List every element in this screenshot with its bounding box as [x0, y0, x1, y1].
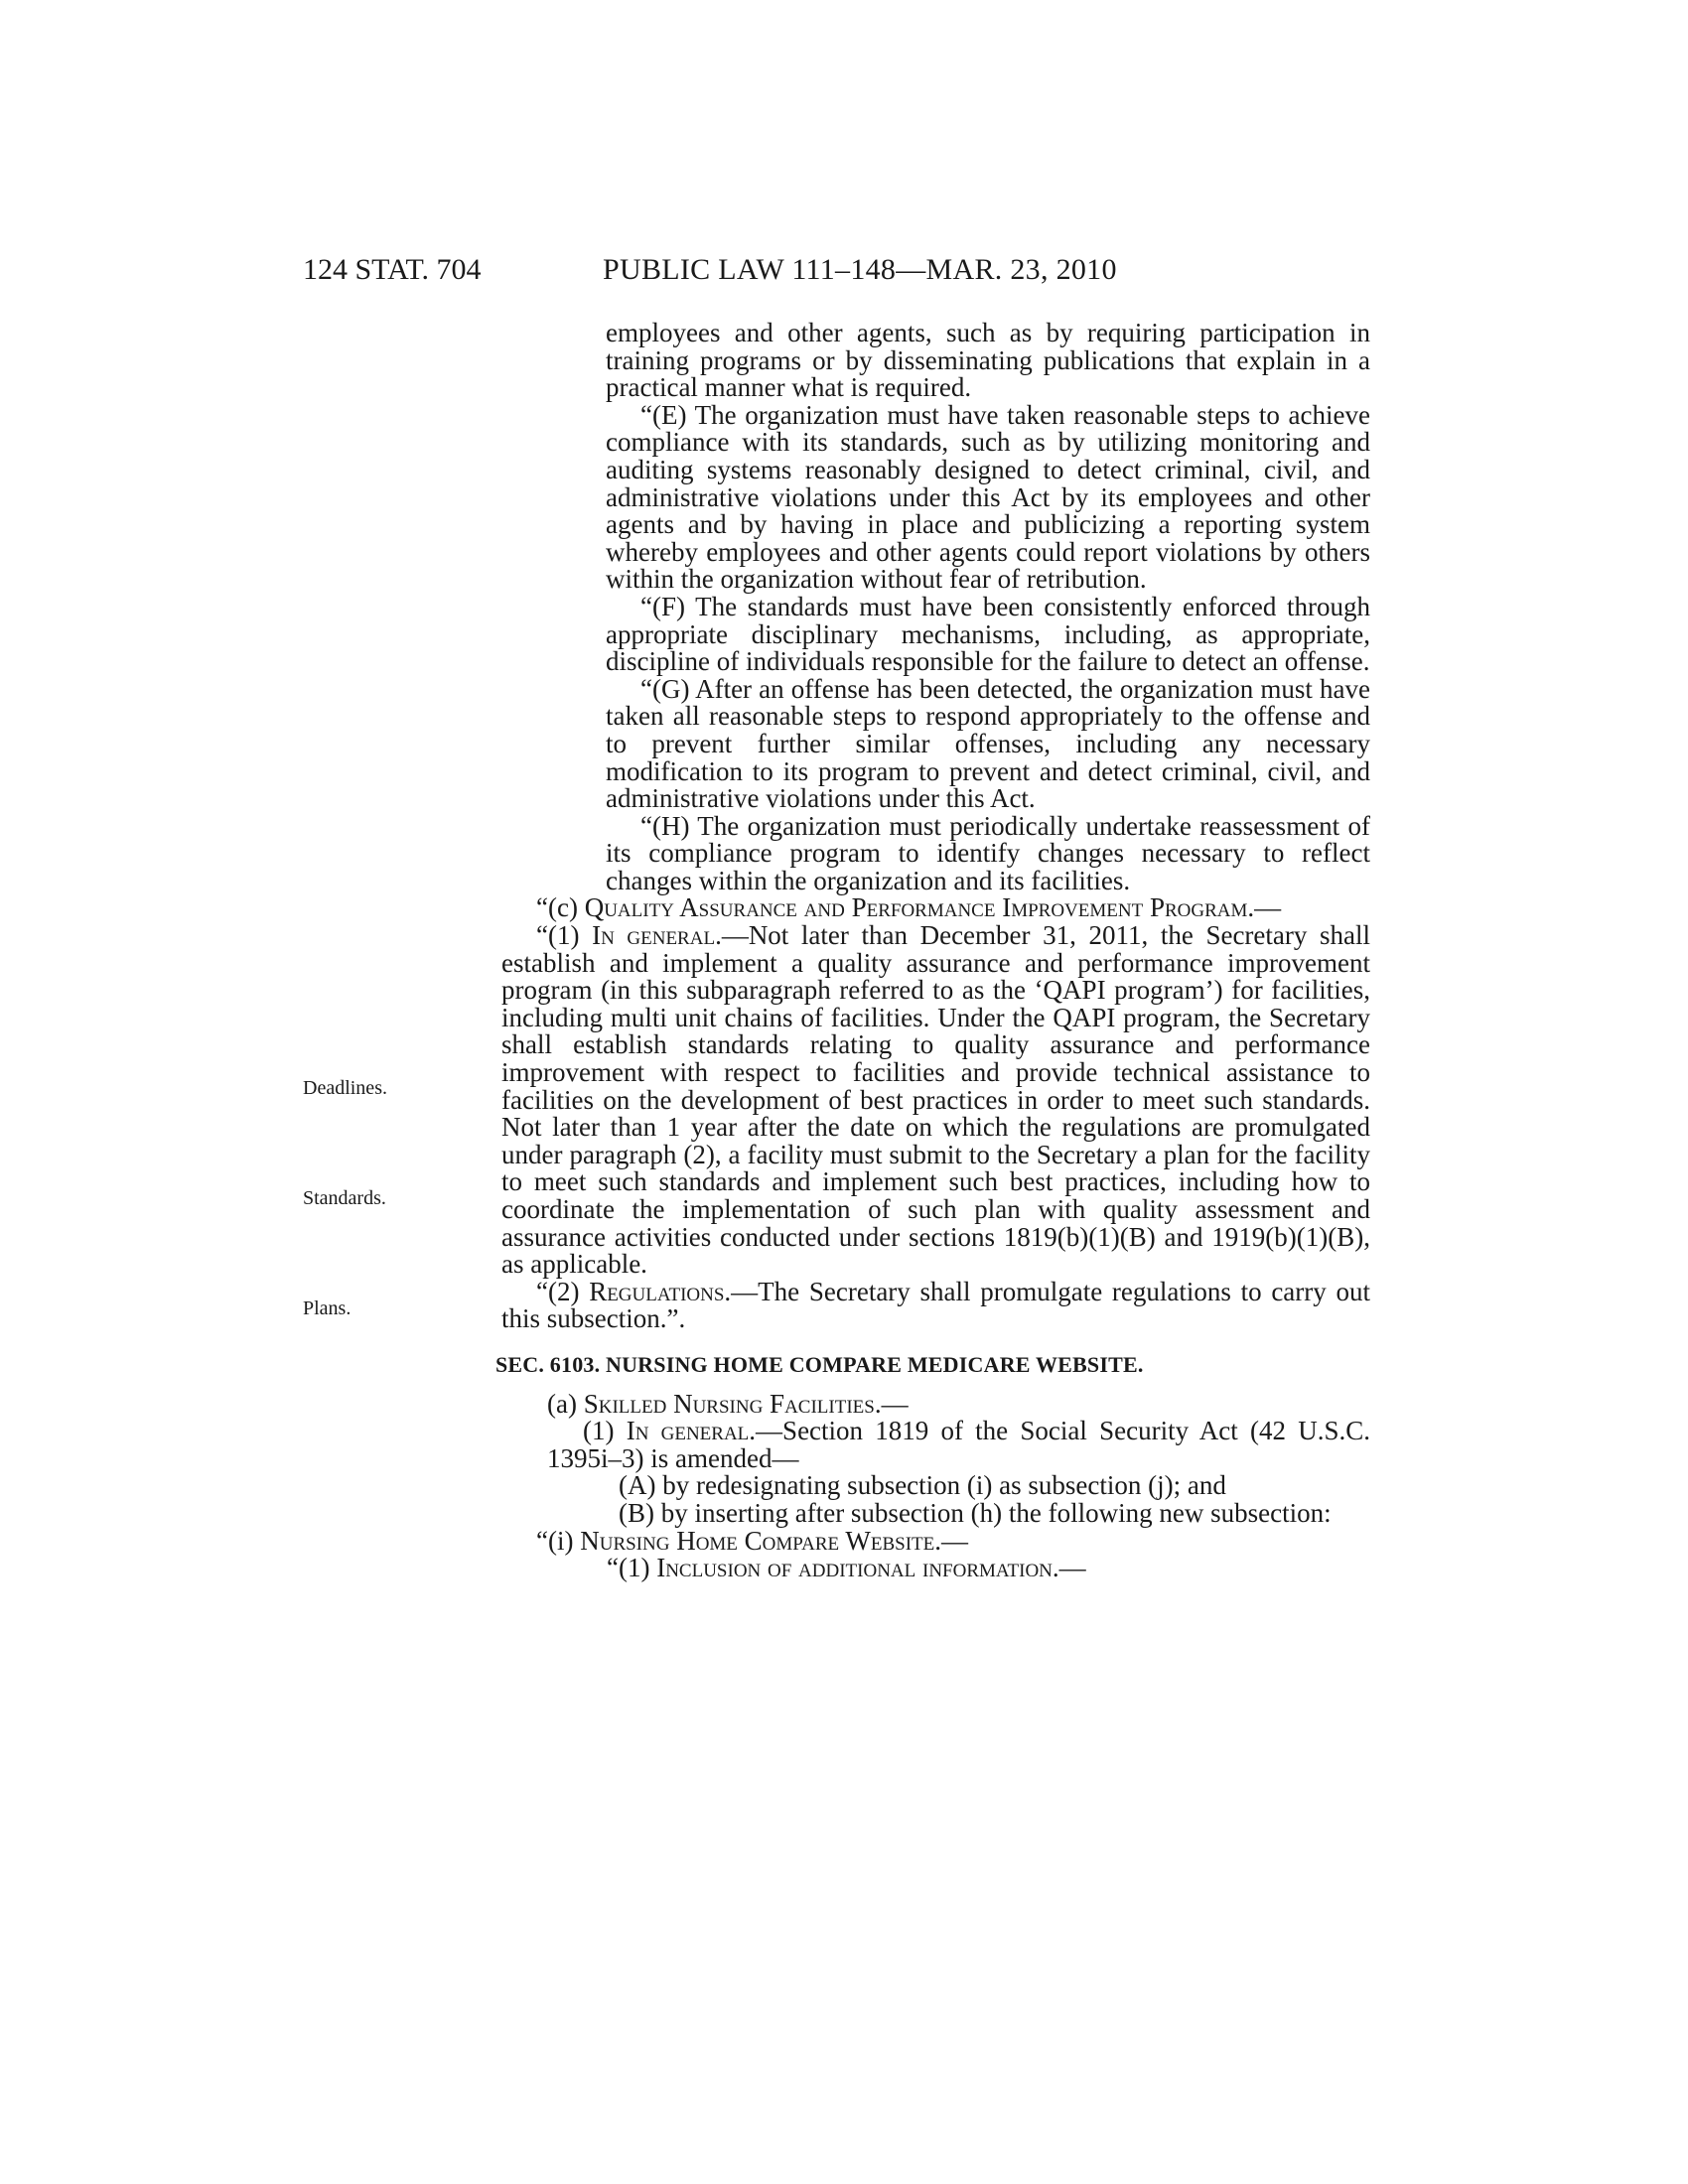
paragraph-text: “(G) After an offense has been detected, the organization must have taken all reasonable steps to respond appropriately to the offense and to prevent further similar offenses, including any necessary modification to its program to prevent and detect criminal, civil, and administrative violations under this Act. — [606, 673, 1370, 814]
subsection-dash: .— — [874, 1388, 909, 1419]
paragraph-heading: Regulations — [589, 1276, 725, 1306]
paragraph-i1 — [501, 1555, 1370, 1582]
paragraph-prefix: (1) — [583, 1416, 627, 1446]
paragraph-text: .—Not later than December 31, 2011, the Secretary shall establish and implement a quality assurance and performance improvement program (in this subparagraph referred to as the ‘QAPI program’) for facilities, including multi unit chains of facilities. Under the QAPI program, the Secretary shall establish standards relating to quality assurance and performance improvement with respect to facilities and provide technical assistance to facilities on the development of best practices in order to meet such standards. Not later than 1 year after the date on which the regulations are promulgated under paragraph (2), a facility must submit to the Secretary a plan for the facility to meet such standards and implement such best practices, including how to coordinate the implementation of such plan with quality assessment and assurance activities conducted under sections 1819(b)(1)(B) and 1919(b)(1)(B), as applicable. — [501, 920, 1370, 1280]
margin-note-deadlines: Deadlines. — [303, 1077, 387, 1099]
section-heading: SEC. 6103. NURSING HOME COMPARE MEDICARE WEBSITE. — [495, 1351, 1144, 1377]
paragraph-text: “(E) The organization must have taken reasonable steps to achieve compliance with its standards, such as by utilizing monitoring and auditing systems reasonably designed to detect criminal, civil, and administrative violations under this Act by its employees and other agents and by having in place and publicizing a reporting system whereby employees and other agents could report violations by others within the organization without fear of retribution. — [606, 399, 1370, 595]
subparagraph-B — [501, 1497, 1370, 1528]
subsection-a — [501, 1388, 1370, 1419]
subsection-prefix: “(c) — [536, 892, 585, 923]
paragraph-prefix: “(2) — [536, 1276, 590, 1306]
paragraph-E — [501, 399, 1370, 595]
paragraph-text: .—Section 1819 of the Social Security Act (42 U.S.C. 1395i–3) is amended— — [547, 1416, 1370, 1473]
paragraph-text: employees and other agents, such as by requiring participation in training programs or by disseminating publications that explain in a practical manner what is required. — [606, 318, 1370, 403]
document-body — [495, 318, 1370, 1583]
paragraph-text: (A) by redesignating subsection (i) as subsection (j); and — [619, 1470, 1226, 1501]
margin-note-standards: Standards. — [303, 1187, 386, 1209]
subsection-prefix: “(i) — [536, 1525, 581, 1556]
paragraph-prefix: “(1) — [536, 920, 593, 951]
paragraph-G — [501, 673, 1370, 814]
paragraph-text: (B) by inserting after subsection (h) the following new subsection: — [619, 1497, 1332, 1528]
subsection-i — [501, 1525, 1370, 1556]
page-header — [303, 250, 1370, 290]
subsection-heading: Skilled Nursing Facilities — [583, 1388, 875, 1419]
paragraph-a1 — [501, 1418, 1370, 1472]
paragraph-heading: Inclusion of additional information — [656, 1553, 1053, 1583]
subsection-heading: Nursing Home Compare Website — [580, 1525, 935, 1556]
subsection-prefix: (a) — [547, 1388, 584, 1419]
page-title: PUBLIC LAW 111–148—MAR. 23, 2010 — [603, 253, 1117, 286]
paragraph-F — [501, 591, 1370, 677]
paragraph-text: “(F) The standards must have been consistently enforced through appropriate disciplinary mechanisms, including, as appropriate, discipline of individuals responsible for the failure to detect an offense. — [606, 591, 1370, 677]
subsection-dash: .— — [1247, 892, 1282, 923]
statute-page-number: 124 STAT. 704 — [303, 253, 482, 286]
paragraph-H — [501, 810, 1370, 895]
margin-note-plans: Plans. — [303, 1297, 352, 1319]
paragraph-c2 — [501, 1276, 1370, 1334]
paragraph-text: “(H) The organization must periodically undertake reassessment of its compliance program to identify changes necessary to reflect changes within the organization and its facilities. — [606, 810, 1370, 895]
subparagraph-A — [501, 1472, 1370, 1500]
paragraph-heading: In general — [592, 920, 716, 951]
subsection-heading: Quality Assurance and Performance Improvement Program — [584, 892, 1248, 923]
paragraph-c1 — [501, 922, 1370, 1279]
paragraph-heading: In general — [626, 1416, 750, 1446]
paragraph-prefix: “(1) — [607, 1553, 657, 1583]
paragraph-continuation — [501, 320, 1370, 402]
subsection-dash: .— — [934, 1525, 968, 1556]
subsection-c — [501, 894, 1370, 922]
paragraph-dash: .— — [1052, 1553, 1086, 1583]
paragraph-text: .—The Secretary shall promulgate regulations to carry out this subsection.”. — [501, 1276, 1370, 1334]
